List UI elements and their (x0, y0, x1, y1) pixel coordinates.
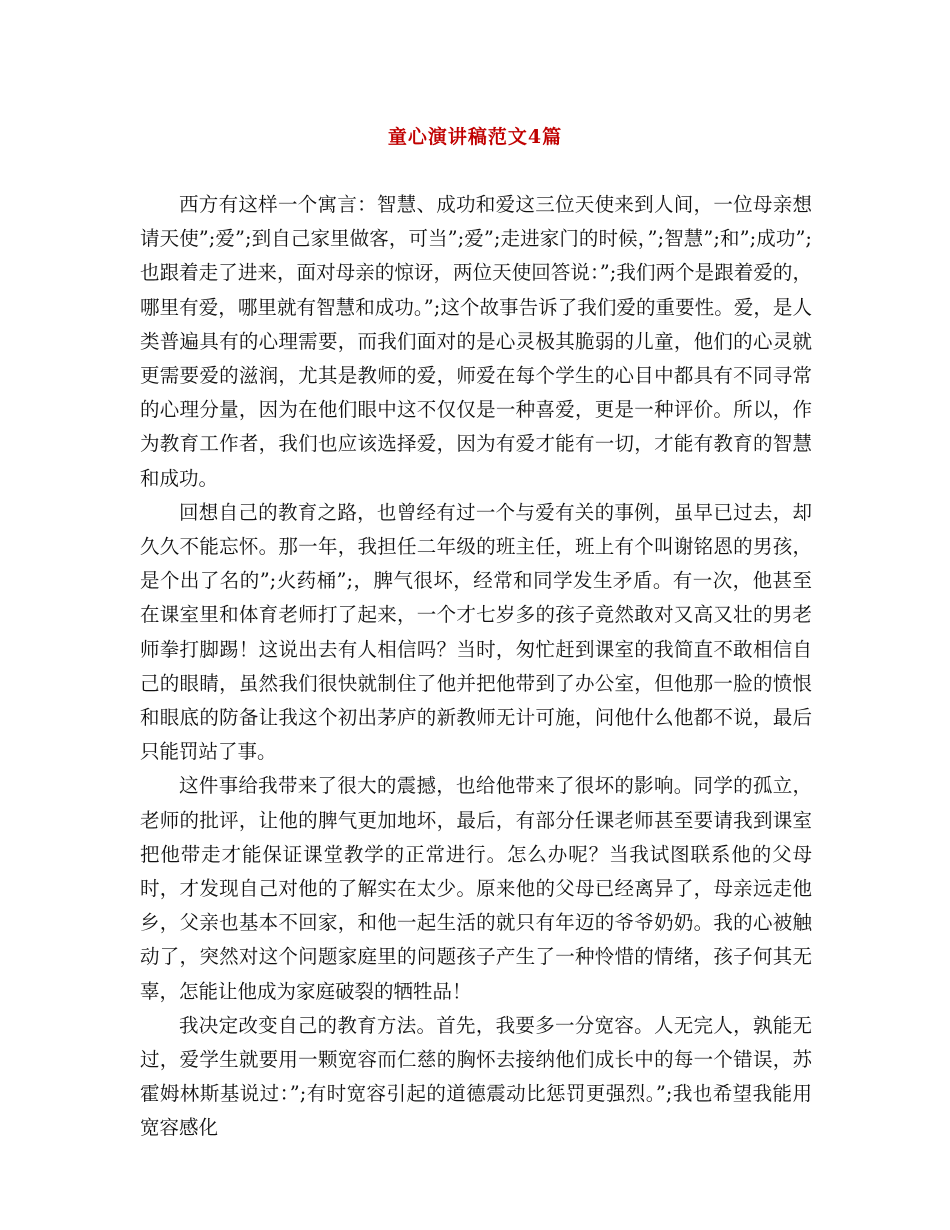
document-body (140, 188, 812, 1146)
paragraph-3: 这件事给我带来了很大的震撼，也给他带来了很坏的影响。同学的孤立，老师的批评，让他的脾气更加地坏，最后，有部分任课老师甚至要请我到课室把他带走才能保证课堂教学的正常进行。怎么办呢？当我试图联系他的父母时，才发现自己对他的了解实在太少。原来他的父母已经离异了，母亲远走他乡，父亲也基本不回家，和他一起生活的就只有年迈的爷爷奶奶。我的心被触动了，突然对这个问题家庭里的问题孩子产生了一种怜惜的情绪，孩子何其无辜，怎能让他成为家庭破裂的牺牲品！ (140, 774, 812, 1003)
paragraph-1: 西方有这样一个寓言：智慧、成功和爱这三位天使来到人间，一位母亲想请天使”;爱”;到自己家里做客，可当”;爱”;走进家门的时候，”;智慧”;和”;成功”;也跟着走了进来，面对母亲的惊讶，两位天使回答说：”;我们两个是跟着爱的，哪里有爱，哪里就有智慧和成功。”;这个故事告诉了我们爱的重要性。爱，是人类普遍具有的心理需要，而我们面对的是心灵极其脆弱的儿童，他们的心灵就更需要爱的滋润，尤其是教师的爱，师爱在每个学生的心目中都具有不同寻常的心理分量，因为在他们眼中这不仅仅是一种喜爱，更是一种评价。所以，作为教育工作者，我们也应该选择爱，因为有爱才能有一切，才能有教育的智慧和成功。 (140, 193, 812, 490)
paragraph-2: 回想自己的教育之路，也曾经有过一个与爱有关的事例，虽早已过去，却久久不能忘怀。那一年，我担任二年级的班主任，班上有个叫谢铭恩的男孩，是个出了名的”;火药桶”;，脾气很坏，经常和同学发生矛盾。有一次，他甚至在课室里和体育老师打了起来，一个才七岁多的孩子竟然敢对又高又壮的男老师拳打脚踢！这说出去有人相信吗？当时，匆忙赶到课室的我简直不敢相信自己的眼睛，虽然我们很快就制住了他并把他带到了办公室，但他那一脸的愤恨和眼底的防备让我这个初出茅庐的新教师无计可施，问他什么他都不说，最后只能罚站了事。 (140, 500, 812, 764)
document-title: 童心演讲稿范文4篇 (387, 126, 563, 148)
paragraph-4: 我决定改变自己的教育方法。首先，我要多一分宽容。人无完人，孰能无过，爱学生就要用一颗宽容而仁慈的胸怀去接纳他们成长中的每一个错误，苏霍姆林斯基说过：”;有时宽容引起的道德震动比惩罚更强烈。”;我也希望我能用宽容感化 (140, 1013, 812, 1140)
